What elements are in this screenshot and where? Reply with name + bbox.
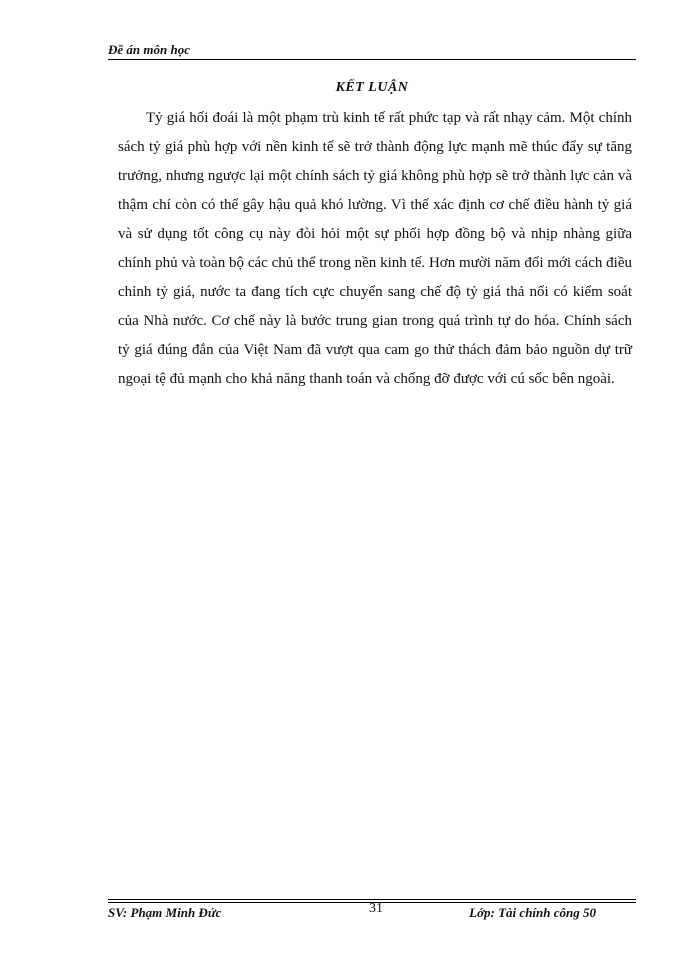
body-paragraph: Tỷ giá hối đoái là một phạm trù kinh tế rất phức tạp và rất nhạy cảm. Một chính sách tỷ giá phù hợp với nền kinh tế sẽ trở thành động lực mạnh mẽ thúc đẩy sự tăng trưởng, nhưng ngược lại một chính sách tỷ giá không phù hợp sẽ trở thành lực cản và thậm chí còn có thể gây hậu quả khó lường. Vì thế xác định cơ chế điều hành tỷ giá và sử dụng tốt công cụ này đòi hỏi một sự phối hợp đồng bộ và nhịp nhàng giữa chính phủ và toàn bộ các chủ thể trong nền kinh tế. Hơn mười năm đổi mới cách điều chỉnh tỷ giá, nước ta đang tích cực chuyển sang chế độ tỷ giá thả nổi có kiểm soát của Nhà nước. Cơ chế này là bước trung gian trong quá trình tự do hóa. Chính sách tỷ giá đúng đắn của Việt Nam đã vượt qua cam go thử thách đảm bảo nguồn dự trữ ngoại tệ đủ mạnh cho khả năng thanh toán và chống đỡ được với cú sốc bên ngoài.	[118, 110, 632, 387]
page-header	[108, 40, 636, 62]
header-divider	[108, 59, 636, 60]
footer-class-name: Lớp: Tài chính công 50	[469, 905, 596, 920]
footer-divider-top	[108, 899, 636, 900]
page-number: 31	[369, 901, 383, 916]
page-footer	[108, 899, 636, 925]
section-title: KẾT LUẬN	[335, 80, 409, 95]
header-title: Đề án môn học	[108, 42, 190, 57]
footer-student-name: SV: Phạm Minh Đức	[108, 905, 222, 920]
